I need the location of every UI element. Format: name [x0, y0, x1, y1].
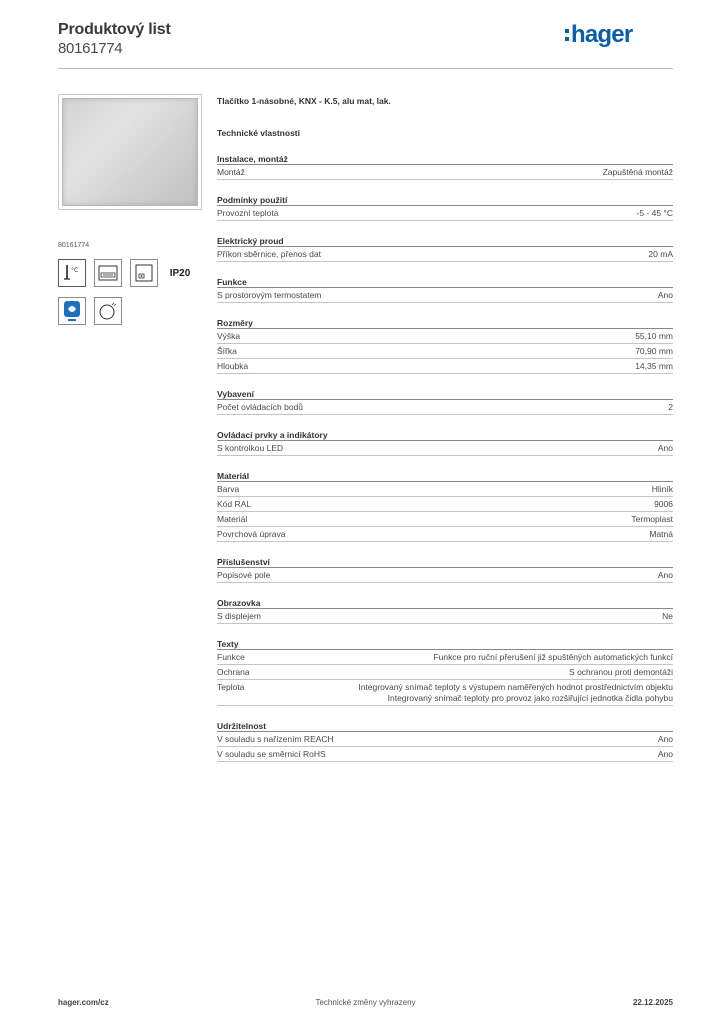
product-name: Tlačítko 1-násobné, KNX - K.5, alu mat, lak.: [217, 96, 391, 106]
spec-group-function: [217, 276, 673, 303]
product-media: [58, 94, 202, 325]
spec-group-title: Texty: [217, 638, 673, 650]
spec-group-title: Materiál: [217, 470, 673, 482]
ip20-icon: [166, 259, 194, 287]
spec-row: Kód RAL 9006: [217, 497, 673, 512]
spec-group-title: Rozměry: [217, 317, 673, 329]
spec-row: Ochrana S ochranou proti demontáži: [217, 665, 673, 680]
spec-group-title: Podmínky použití: [217, 194, 673, 206]
spec-row: Hloubka 14,35 mm: [217, 359, 673, 374]
footer-notice: Technické změny vyhrazeny: [315, 998, 416, 1007]
header-divider: [58, 68, 673, 69]
feature-icons-row-1: [58, 259, 202, 287]
footer-date: 22.12.2025: [632, 998, 673, 1007]
spec-group-accessories: [217, 556, 673, 583]
spec-group-title: Ovládací prvky a indikátory: [217, 429, 673, 441]
photo-caption: 80161774: [58, 242, 90, 249]
spec-group-controls: [217, 429, 673, 456]
spec-group-dimensions: [217, 317, 673, 374]
spec-row: Příkon sběrnice, přenos dat 20 mA: [217, 247, 673, 262]
spec-group-installation: [217, 153, 673, 180]
spec-row: Povrchová úprava Matná: [217, 527, 673, 542]
hager-logo: [565, 20, 655, 48]
spec-group-title: Vybavení: [217, 388, 673, 400]
document-title: Produktový list: [58, 21, 171, 38]
knx-easy-icon: [58, 297, 86, 325]
product-number: 80161774: [58, 40, 123, 57]
spec-group-title: Instalace, montáž: [217, 153, 673, 165]
spec-group-material: [217, 470, 673, 542]
spec-group-title: Elektrický proud: [217, 235, 673, 247]
spec-row: Funkce Funkce pro ruční přerušení již spuštěných automatických funkcí: [217, 650, 673, 665]
spec-row: V souladu s nařízením REACH Ano: [217, 732, 673, 747]
logo-text: hager: [571, 21, 633, 48]
spec-row: Provozní teplota -5 - 45 °C: [217, 206, 673, 221]
spec-row: S kontrolkou LED Ano: [217, 441, 673, 456]
room-thermostat-icon: [130, 259, 158, 287]
temperature-icon: [58, 259, 86, 287]
svg-text:°C: °C: [71, 267, 79, 274]
page-header: [58, 20, 673, 68]
display-device-icon: [94, 259, 122, 287]
spec-row: Barva Hliník: [217, 482, 673, 497]
footer-website-link[interactable]: hager.com/cz: [58, 998, 109, 1007]
ip20-label: IP20: [169, 267, 191, 279]
spec-row: Popisové pole Ano: [217, 568, 673, 583]
spec-row: Počet ovládacích bodů 2: [217, 400, 673, 415]
spec-row: S prostorovým termostatem Ano: [217, 288, 673, 303]
spec-group-title: Udržitelnost: [217, 720, 673, 732]
spec-group-title: Funkce: [217, 276, 673, 288]
section-heading: Technické vlastnosti: [217, 128, 300, 138]
spec-row: Montáž Zapuštěná montáž: [217, 165, 673, 180]
push-button-plate-image: [62, 98, 198, 206]
spec-row: Šířka 70,90 mm: [217, 344, 673, 359]
spec-group-screen: [217, 597, 673, 624]
bus-connection-icon: [94, 297, 122, 325]
spec-group-sustainability: [217, 720, 673, 762]
spec-group-texts: [217, 638, 673, 706]
product-photo: [58, 94, 202, 210]
spec-group-title: Příslušenství: [217, 556, 673, 568]
spec-row: Materiál Termoplast: [217, 512, 673, 527]
spec-group-current: [217, 235, 673, 262]
spec-group-title: Obrazovka: [217, 597, 673, 609]
technical-specs: [217, 96, 673, 762]
spec-row: Výška 55,10 mm: [217, 329, 673, 344]
spec-group-conditions: [217, 194, 673, 221]
spec-group-equipment: [217, 388, 673, 415]
feature-icons-row-2: [58, 297, 202, 325]
spec-row: Teplota Integrovaný snímač teploty s výstupem naměřených hodnot prostřednictvím objektu Integrovaný snímač teploty pro provoz jako rozšiřující jednotka čidla pohybu: [217, 680, 673, 706]
spec-row: V souladu se směrnicí RoHS Ano: [217, 747, 673, 762]
spec-row: S displejem Ne: [217, 609, 673, 624]
